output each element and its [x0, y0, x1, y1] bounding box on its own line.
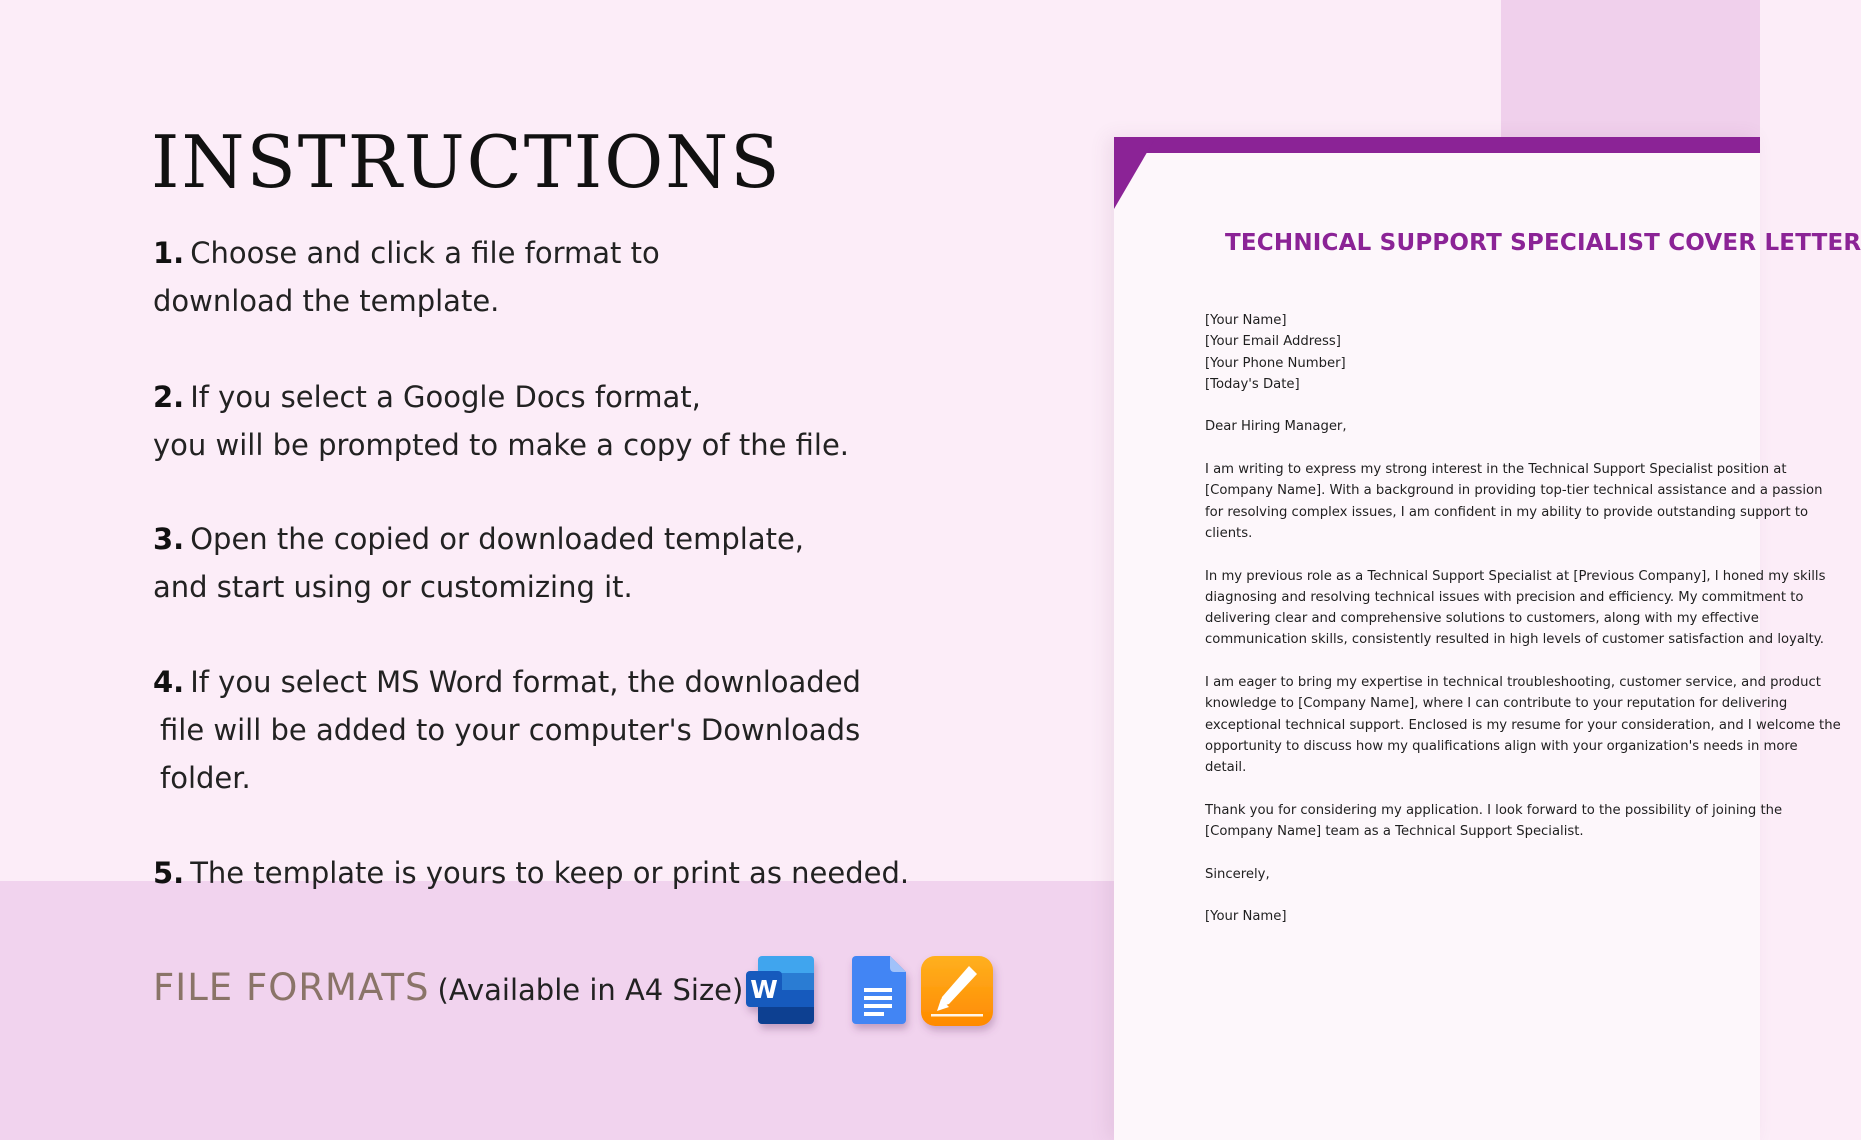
paragraph-line: I am eager to bring my expertise in technical troubleshooting, customer service, and product [1205, 675, 1821, 691]
paragraph [1205, 672, 1841, 778]
closing: Sincerely, [1205, 866, 1270, 882]
header-line: [Your Phone Number] [1205, 355, 1346, 371]
paragraph-line: opportunity to discuss how my qualifications align with your organization's needs in more [1205, 738, 1798, 754]
signature: [Your Name] [1205, 909, 1287, 925]
svg-text:W: W [750, 975, 778, 1004]
step-number: 2. [153, 380, 185, 414]
file-formats-label: FILE FORMATS [153, 966, 430, 1009]
paragraph-line: [Company Name] team as a Technical Support Specialist. [1205, 824, 1584, 840]
step-text: download the template. [153, 284, 500, 318]
paragraph-line: In my previous role as a Technical Support Specialist at [Previous Company], I honed my skills [1205, 568, 1826, 584]
step-text: If you select MS Word format, the downloaded [190, 665, 861, 699]
instruction-step-3 [153, 515, 913, 611]
paragraph [1205, 566, 1826, 651]
corner-decoration [1501, 0, 1760, 140]
step-number: 4. [153, 665, 185, 699]
paragraph-line: Thank you for considering my application. I look forward to the possibility of joining the [1205, 802, 1783, 818]
paragraph [1205, 800, 1783, 843]
step-text: The template is yours to keep or print as needed. [190, 856, 910, 890]
paragraph-line: detail. [1205, 760, 1247, 776]
header-line: [Your Email Address] [1205, 334, 1341, 350]
paragraph-line: diagnosing and resolving technical issues with precision and efficiency. My commitment to [1205, 589, 1804, 605]
step-number: 3. [153, 522, 185, 556]
paragraph-line: communication skills, consistently resulted in high levels of customer satisfaction and loyalty. [1205, 632, 1824, 648]
file-size-note: (Available in A4 Size) [437, 973, 744, 1007]
paragraph-line: clients. [1205, 525, 1253, 541]
instruction-step-1 [153, 229, 913, 325]
document-top-bar [1114, 137, 1760, 153]
step-text: you will be prompted to make a copy of the file. [153, 428, 850, 462]
step-number: 5. [153, 856, 185, 890]
step-text: folder. [160, 761, 251, 795]
paragraph-line: [Company Name]. With a background in providing top-tier technical assistance and a passion [1205, 483, 1823, 499]
header-line: [Today's Date] [1205, 376, 1300, 392]
paragraph-line: I am writing to express my strong interest in the Technical Support Specialist position at [1205, 462, 1787, 478]
apple-pages-icon[interactable] [919, 954, 995, 1028]
paragraph-line: delivering clear and comprehensive solutions to customers, along with my effective [1205, 611, 1759, 627]
paragraph-line: knowledge to [Company Name], where I can contribute to your reputation for delivering [1205, 696, 1788, 712]
paragraph [1205, 459, 1823, 544]
instruction-step-4 [153, 658, 913, 802]
paragraph-line: for resolving complex issues, I am confident in my ability to provide outstanding support to [1205, 504, 1809, 520]
instruction-step-5 [153, 849, 913, 897]
paragraph-line: exceptional technical support. Enclosed is my resume for your consideration, and I welcome the [1205, 717, 1841, 733]
step-text: If you select a Google Docs format, [190, 380, 701, 414]
instruction-step-2 [153, 373, 913, 469]
step-text: Open the copied or downloaded template, [190, 522, 805, 556]
step-text: and start using or customizing it. [153, 570, 633, 604]
step-text: file will be added to your computer's Downloads [160, 713, 861, 747]
header-line: [Your Name] [1205, 313, 1287, 328]
salutation: Dear Hiring Manager, [1205, 419, 1347, 435]
step-number: 1. [153, 236, 185, 270]
ms-word-icon[interactable] [744, 954, 820, 1028]
document-body [1205, 310, 1841, 928]
instructions-title: INSTRUCTIONS [151, 120, 782, 204]
document-header-block [1205, 310, 1765, 395]
document-title: TECHNICAL SUPPORT SPECIALIST COVER LETTER [1225, 230, 1861, 256]
step-text: Choose and click a file format to [190, 236, 660, 270]
google-docs-icon[interactable] [842, 954, 918, 1028]
document-corner-accent [1114, 137, 1156, 209]
file-formats-heading [153, 966, 743, 1009]
